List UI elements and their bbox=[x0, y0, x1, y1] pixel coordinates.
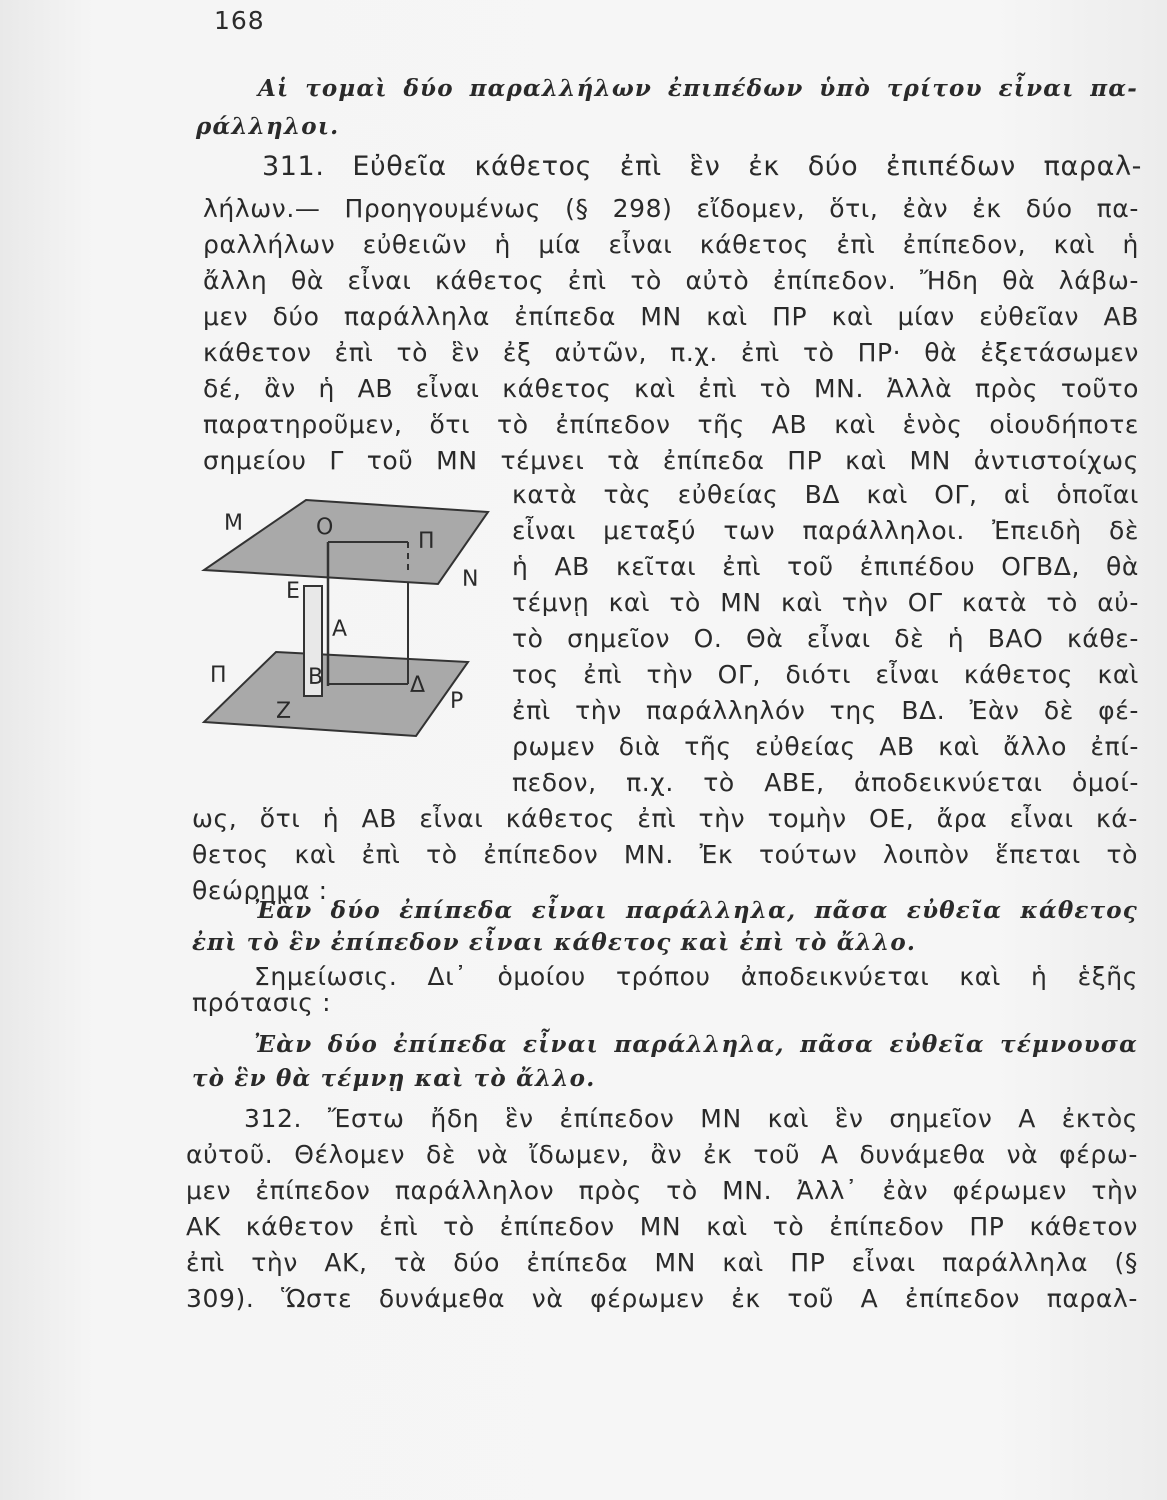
theorem-line: ἐπὶ τὸ ἓν ἐπίπεδον εἶναι κάθετος καὶ ἐπὶ τὸ ἄλλο. bbox=[192, 929, 917, 956]
text-line: μεν δύο παράλληλα ἐπίπεδα ΜΝ καὶ ΠΡ καὶ μίαν εὐθεῖαν ΑΒ bbox=[203, 302, 1139, 331]
label-p-lower: Π bbox=[210, 663, 227, 688]
text-line: σημείου Γ τοῦ ΜΝ τέμνει τὰ ἐπίπεδα ΠΡ καὶ ΜΝ ἀντιστοίχως bbox=[203, 446, 1139, 475]
label-r: Ρ bbox=[450, 689, 464, 714]
text-line: θεώρημα : bbox=[192, 876, 328, 905]
note-line: Σημείωσις. Δι᾽ ὁμοίου τρόπου ἀποδεικνύεται καὶ ἡ ἑξῆς bbox=[254, 962, 1138, 991]
label-p-upper: Π bbox=[418, 529, 435, 554]
text-line: τος ἐπὶ τὴν ΟΓ, διότι εἶναι κάθετος καὶ bbox=[512, 660, 1139, 689]
text-line: τέμνῃ καὶ τὸ ΜΝ καὶ τὴν ΟΓ κατὰ τὸ αὐ- bbox=[512, 588, 1139, 617]
text-line: λήλων.— Προηγουμένως (§ 298) εἴδομεν, ὅτι, ἐὰν ἐκ δύο πα- bbox=[203, 194, 1139, 223]
theorem-line: Ἐὰν δύο ἐπίπεδα εἶναι παράλληλα, πᾶσα εὐθεῖα κάθετος bbox=[254, 897, 1138, 924]
section-heading: 311. Εὐθεῖα κάθετος ἐπὶ ἓν ἐκ δύο ἐπιπέδων παραλ- bbox=[262, 151, 1142, 182]
text-line: Αἱ τομαὶ δύο παραλλήλων ἐπιπέδων ὑπὸ τρίτου εἶναι πα- bbox=[258, 75, 1138, 102]
geometry-diagram bbox=[196, 486, 496, 756]
label-o: Ο bbox=[316, 515, 334, 540]
text-line: κατὰ τὰς εὐθείας ΒΔ καὶ ΟΓ, αἱ ὁποῖαι bbox=[512, 480, 1139, 509]
text-line: ἐπὶ τὴν παράλληλόν της ΒΔ. Ἐὰν δὲ φέ- bbox=[512, 696, 1139, 725]
text-line: ΑΚ κάθετον ἐπὶ τὸ ἐπίπεδον ΜΝ καὶ τὸ ἐπίπεδον ΠΡ κάθετον bbox=[186, 1212, 1138, 1241]
text-line: ρωμεν διὰ τῆς εὐθείας ΑΒ καὶ ἄλλο ἐπί- bbox=[512, 732, 1139, 761]
label-d: Δ bbox=[410, 673, 426, 698]
text-line: αὐτοῦ. Θέλομεν δὲ νὰ ἴδωμεν, ἂν ἐκ τοῦ Α δυνάμεθα νὰ φέρω- bbox=[186, 1140, 1138, 1169]
text-line: ράλληλοι. bbox=[196, 113, 340, 140]
label-z: Ζ bbox=[276, 699, 292, 724]
text-line: πρότασις : bbox=[192, 988, 332, 1017]
text-line: εἶναι μεταξύ των παράλληλοι. Ἐπειδὴ δὲ bbox=[512, 516, 1139, 545]
text-line: ραλλήλων εὐθειῶν ἡ μία εἶναι κάθετος ἐπὶ ἐπίπεδον, καὶ ἡ bbox=[203, 230, 1139, 259]
text-line: δέ, ἂν ἡ ΑΒ εἶναι κάθετος καὶ ἐπὶ τὸ ΜΝ. Ἀλλὰ πρὸς τοῦτο bbox=[203, 374, 1139, 403]
text-line: ως, ὅτι ἡ ΑΒ εἶναι κάθετος ἐπὶ τὴν τομὴν ΟΕ, ἄρα εἶναι κά- bbox=[192, 804, 1138, 833]
text-line: κάθετον ἐπὶ τὸ ἓν ἐξ αὐτῶν, π.χ. ἐπὶ τὸ ΠΡ· θὰ ἐξετάσωμεν bbox=[203, 338, 1139, 367]
text-line: ἄλλη θὰ εἶναι κάθετος ἐπὶ τὸ αὐτὸ ἐπίπεδον. Ἤδη θὰ λάβω- bbox=[203, 266, 1139, 295]
text-line: τὸ σημεῖον Ο. Θὰ εἶναι δὲ ἡ ΒΑΟ κάθε- bbox=[512, 624, 1139, 653]
text-line: 312. Ἔστω ἤδη ἓν ἐπίπεδον ΜΝ καὶ ἓν σημεῖον Α ἐκτὸς bbox=[244, 1104, 1138, 1133]
text-line: ἡ ΑΒ κεῖται ἐπὶ τοῦ ἐπιπέδου ΟΓΒΔ, θὰ bbox=[512, 552, 1139, 581]
text-line: ἐπὶ τὴν ΑΚ, τὰ δύο ἐπίπεδα ΜΝ καὶ ΠΡ εἶναι παράλληλα (§ bbox=[186, 1248, 1138, 1277]
label-e: Ε bbox=[286, 579, 300, 604]
proposition-line: τὸ ἓν θὰ τέμνῃ καὶ τὸ ἄλλο. bbox=[192, 1065, 596, 1092]
parallel-planes-figure bbox=[196, 486, 496, 756]
label-m: Μ bbox=[224, 511, 243, 536]
text-line: πεδον, π.χ. τὸ ΑΒΕ, ἀποδεικνύεται ὁμοί- bbox=[512, 768, 1139, 797]
label-n: Ν bbox=[462, 567, 479, 592]
page-number: 168 bbox=[214, 6, 265, 35]
text-line: 309). Ὥστε δυνάμεθα νὰ φέρωμεν ἐκ τοῦ Α ἐπίπεδον παραλ- bbox=[186, 1284, 1138, 1313]
plane-pr bbox=[204, 652, 468, 736]
text-line: παρατηροῦμεν, ὅτι τὸ ἐπίπεδον τῆς ΑΒ καὶ ἑνὸς οἱουδήποτε bbox=[203, 410, 1139, 439]
label-b: Β bbox=[308, 665, 324, 690]
text-line: θετος καὶ ἐπὶ τὸ ἐπίπεδον ΜΝ. Ἐκ τούτων λοιπὸν ἕπεται τὸ bbox=[192, 840, 1138, 869]
text-line: μεν ἐπίπεδον παράλληλον πρὸς τὸ ΜΝ. Ἀλλ᾽ ἐὰν φέρωμεν τὴν bbox=[186, 1176, 1138, 1205]
proposition-line: Ἐὰν δύο ἐπίπεδα εἶναι παράλληλα, πᾶσα εὐθεῖα τέμνουσα bbox=[254, 1031, 1138, 1058]
label-a: Α bbox=[332, 617, 348, 642]
